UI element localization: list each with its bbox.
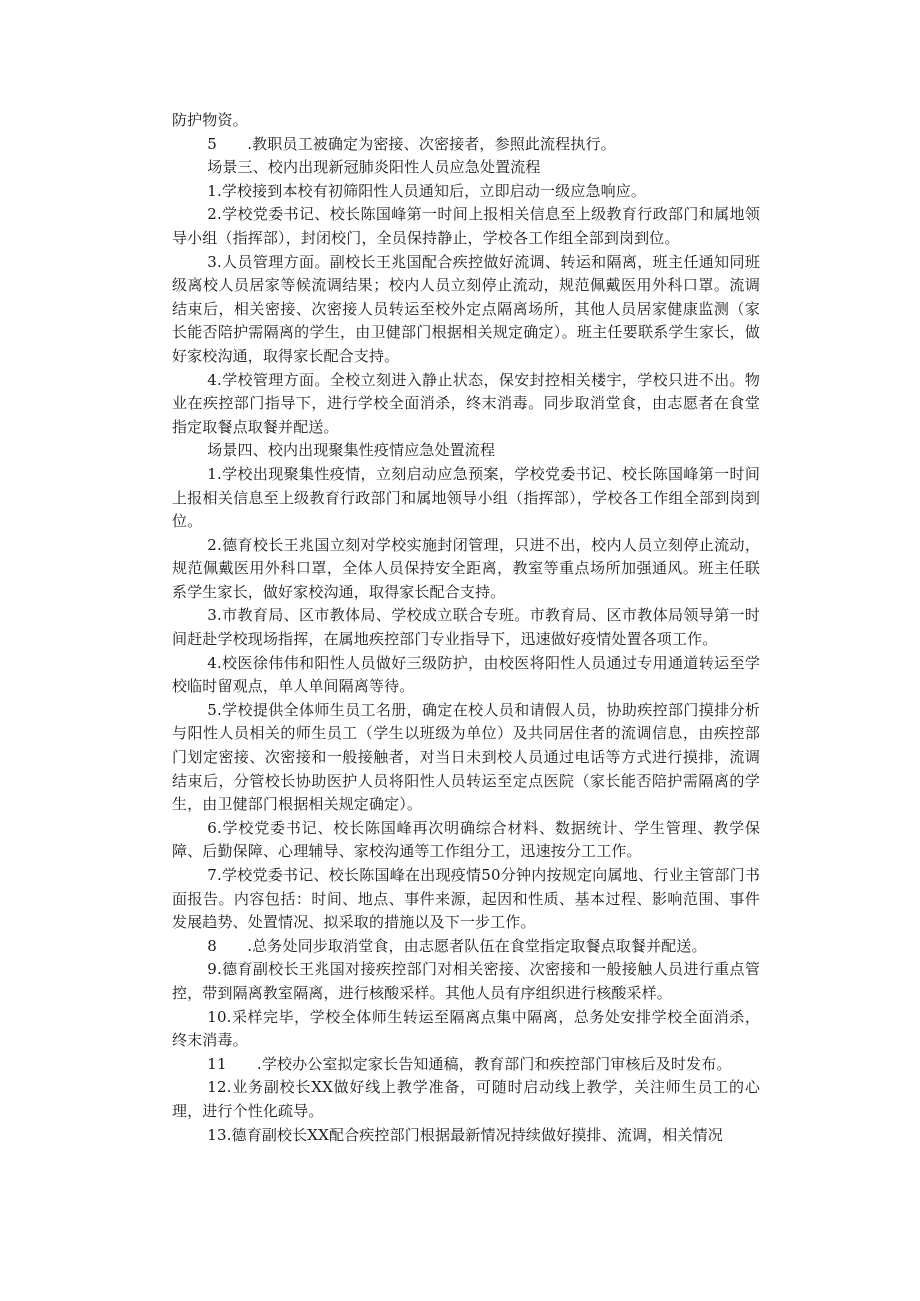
paragraph: 10.采样完毕，学校全体师生转运至隔离点集中隔离，总务处安排学校全面消杀，终末消毒。 [172, 1007, 760, 1050]
document-body [172, 109, 760, 1147]
paragraph: 8 .总务处同步取消堂食，由志愿者队伍在食堂指定取餐点取餐并配送。 [207, 936, 707, 955]
paragraph: 11 .学校办公室拟定家长告知通稿，教育部门和疾控部门审核后及时发布。 [207, 1054, 732, 1073]
paragraph: 6.学校党委书记、校长陈国峰再次明确综合材料、数据统计、学生管理、教学保障、后勤保障、心理辅导、家校沟通等工作组分工，迅速按分工工作。 [172, 818, 760, 861]
paragraph: 3.人员管理方面。副校长王兆国配合疾控做好流调、转运和隔离，班主任通知同班级离校人员居家等候流调结果；校内人员立刻停止流动，规范佩戴医用外科口罩。流调结束后，相关密接、次密接人员转运至校外定点隔离场所，其他人员居家健康监测（家长能否陪护需隔离的学生，由卫健部门根据相关规定确定）。班主任要联系学生家长，做好家校沟通，取得家长配合支持。 [172, 252, 760, 365]
paragraph: 4.学校管理方面。全校立刻进入静止状态，保安封控相关楼宇，学校只进不出。物业在疾控部门指导下，进行学校全面消杀，终末消毒。同步取消堂食，由志愿者在食堂指定取餐点取餐并配送。 [172, 370, 760, 436]
paragraph: 13.德育副校长XX配合疾控部门根据最新情况持续做好摸排、流调，相关情况 [207, 1125, 723, 1144]
paragraph: 3.市教育局、区市教体局、学校成立联合专班。市教育局、区市教体局领导第一时间赶赴学校现场指挥，在属地疾控部门专业指导下，迅速做好疫情处置各项工作。 [172, 606, 760, 649]
paragraph: 5 .教职员工被确定为密接、次密接者，参照此流程执行。 [207, 134, 616, 153]
section-heading: 场景三、校内出现新冠肺炎阳性人员应急处置流程 [207, 158, 541, 177]
paragraph: 1.学校出现聚集性疫情，立刻启动应急预案，学校党委书记、校长陈国峰第一时间上报相关信息至上级教育行政部门和属地领导小组（指挥部），学校各工作组全部到岗到位。 [172, 464, 760, 531]
paragraph: 4.校医徐伟伟和阳性人员做好三级防护，由校医将阳性人员通过专用通道转运至学校临时留观点，单人单间隔离等待。 [172, 653, 760, 696]
paragraph: 1.学校接到本校有初筛阳性人员通知后，立即启动一级应急响应。 [207, 181, 647, 200]
paragraph: 防护物资。 [172, 111, 248, 129]
paragraph: 12.业务副校长XX做好线上教学准备，可随时启动线上教学，关注师生员工的心理，进行个性化疏导。 [172, 1078, 760, 1120]
paragraph: 2.德育校长王兆国立刻对学校实施封闭管理，只进不出，校内人员立刻停止流动，规范佩戴医用外科口罩，全体人员保持安全距离，教室等重点场所加强通风。班主任联系学生家长，做好家校沟通，取得家长配合支持。 [172, 535, 760, 601]
paragraph: 5.学校提供全体师生员工名册，确定在校人员和请假人员，协助疾控部门摸排分析与阳性人员相关的师生员工（学生以班级为单位）及共同居住者的流调信息，由疾控部门划定密接、次密接和一般接触者，对当日未到校人员通过电话等方式进行摸排，流调结束后，分管校长协助医护人员将阳性人员转运至定点医院（家长能否陪护需隔离的学生，由卫健部门根据相关规定确定）。 [172, 700, 760, 814]
section-heading: 场景四、校内出现聚集性疫情应急处置流程 [207, 441, 496, 460]
paragraph: 2.学校党委书记、校长陈国峰第一时间上报相关信息至上级教育行政部门和属地领导小组（指挥部），封闭校门，全员保持静止，学校各工作组全部到岗到位。 [172, 205, 760, 247]
paragraph: 7.学校党委书记、校长陈国峰在出现疫情50分钟内按规定向属地、行业主管部门书面报告。内容包括：时间、地点、事件来源，起因和性质、基本过程、影响范围、事件发展趋势、处置情况、拟采取的措施以及下一步工作。 [172, 866, 760, 932]
paragraph: 9.德育副校长王兆国对接疾控部门对相关密接、次密接和一般接触人员进行重点管控，带到隔离教室隔离，进行核酸采样。其他人员有序组织进行核酸采样。 [172, 960, 760, 1002]
